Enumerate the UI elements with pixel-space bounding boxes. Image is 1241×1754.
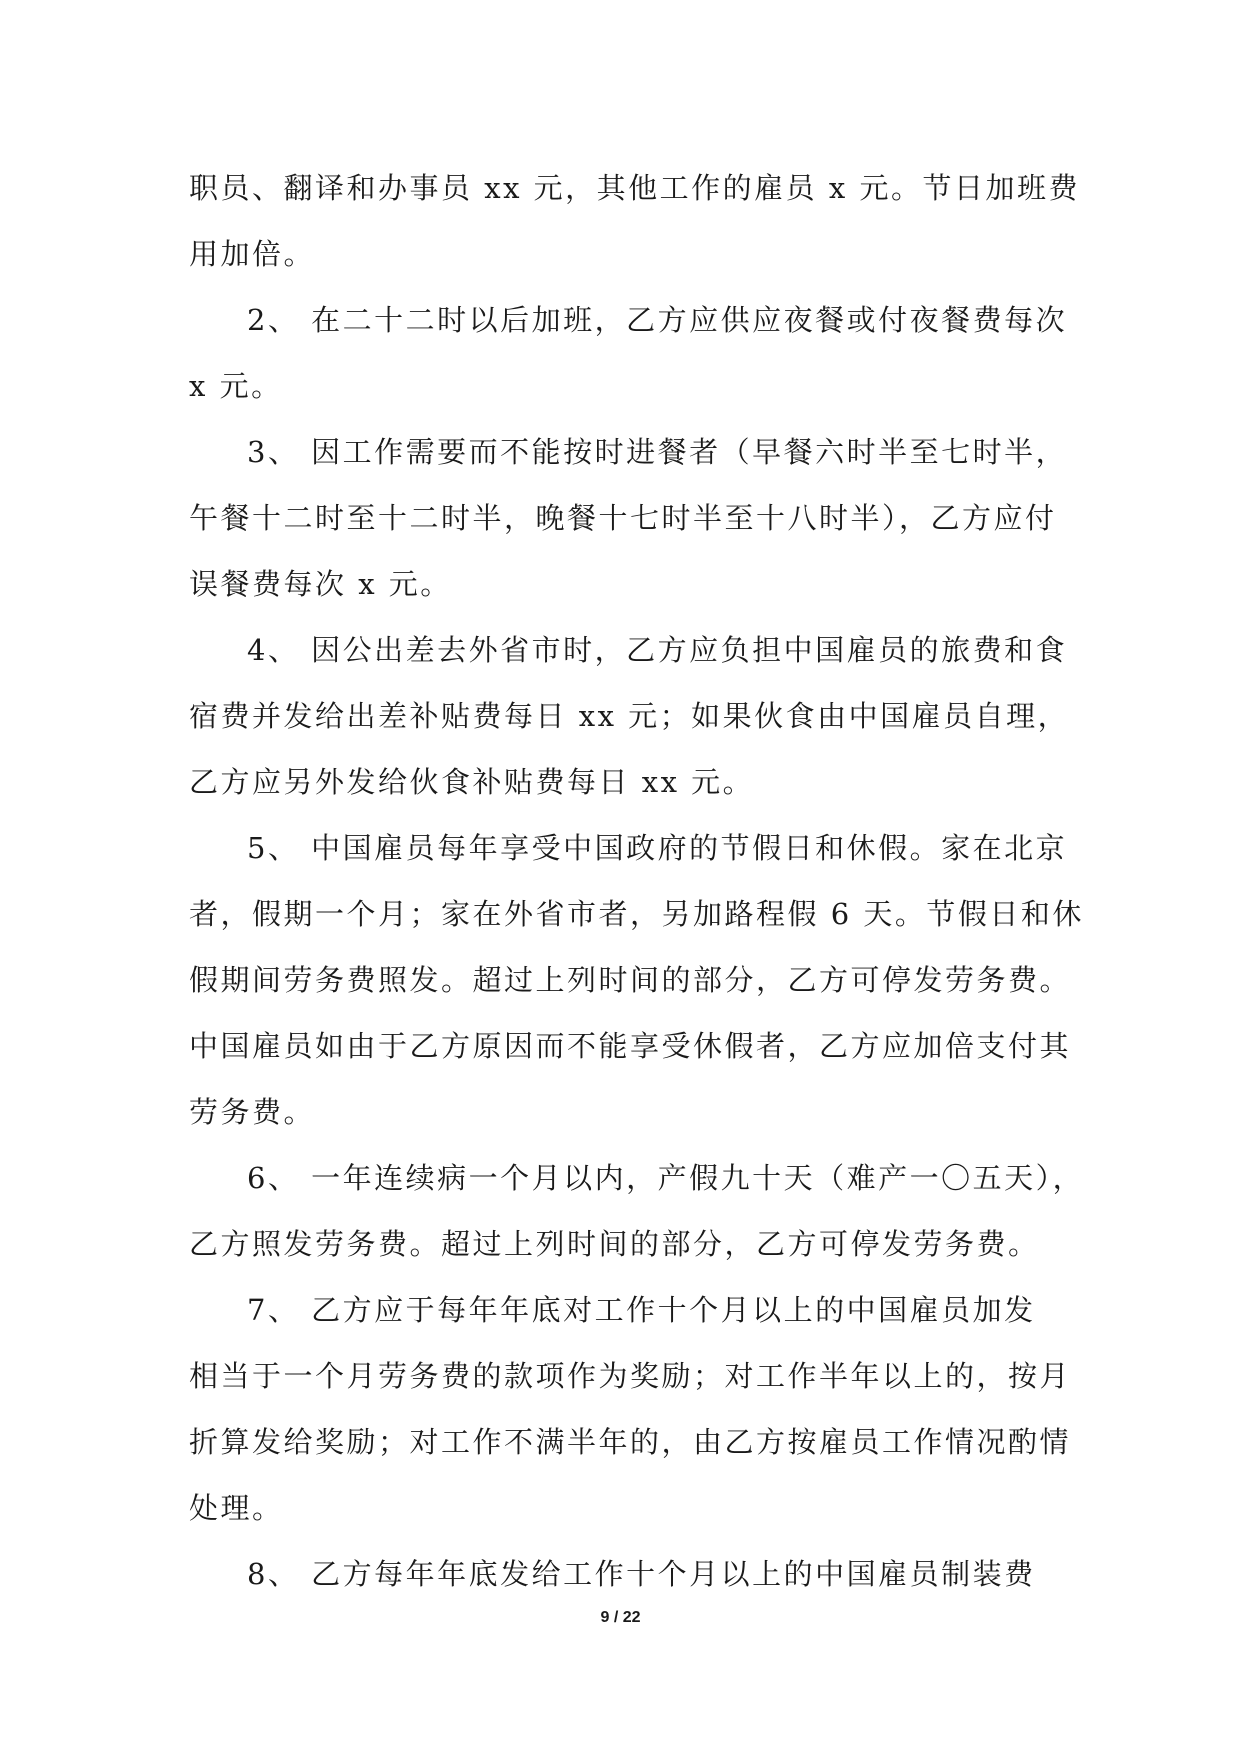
text-line: 乙方照发劳务费。超过上列时间的部分，乙方可停发劳务费。 [189, 1227, 1040, 1261]
text-line: 折算发给奖励；对工作不满半年的，由乙方按雇员工作情况酌情 [189, 1425, 1072, 1459]
text-line: 中国雇员如由于乙方原因而不能享受休假者，乙方应加倍支付其 [189, 1029, 1072, 1063]
list-item-7: 7、 乙方应于每年年底对工作十个月以上的中国雇员加发 [247, 1293, 1036, 1327]
text-line: 午餐十二时至十二时半，晚餐十七时半至十八时半），乙方应付 [189, 501, 1057, 535]
list-item-5: 5、 中国雇员每年享受中国政府的节假日和休假。家在北京 [247, 831, 1068, 865]
text-line: 劳务费。 [189, 1095, 316, 1129]
list-item-4: 4、 因公出差去外省市时，乙方应负担中国雇员的旅费和食 [247, 633, 1068, 667]
text-line: x 元。 [189, 369, 283, 403]
page-number: 9 / 22 [600, 1609, 641, 1626]
text-line: 职员、翻译和办事员 xx 元，其他工作的雇员 x 元。节日加班费 [189, 171, 1080, 205]
text-line: 相当于一个月劳务费的款项作为奖励；对工作半年以上的，按月 [189, 1359, 1072, 1393]
text-line: 假期间劳务费照发。超过上列时间的部分，乙方可停发劳务费。 [189, 963, 1072, 997]
text-line: 用加倍。 [189, 237, 316, 271]
list-item-2: 2、 在二十二时以后加班，乙方应供应夜餐或付夜餐费每次 [247, 303, 1068, 337]
text-line: 乙方应另外发给伙食补贴费每日 xx 元。 [189, 765, 755, 799]
text-line: 者，假期一个月；家在外省市者，另加路程假 6 天。节假日和休 [189, 897, 1084, 931]
text-line: 宿费并发给出差补贴费每日 xx 元；如果伙食由中国雇员自理， [189, 699, 1070, 733]
text-line: 处理。 [189, 1491, 284, 1525]
text-line: 误餐费每次 x 元。 [189, 567, 452, 601]
list-item-3: 3、 因工作需要而不能按时进餐者（早餐六时半至七时半， [247, 435, 1068, 469]
list-item-6: 6、 一年连续病一个月以内，产假九十天（难产一〇五天）， [247, 1161, 1085, 1195]
body-text [189, 155, 1085, 1607]
list-item-8: 8、 乙方每年年底发给工作十个月以上的中国雇员制装费 [247, 1557, 1036, 1591]
